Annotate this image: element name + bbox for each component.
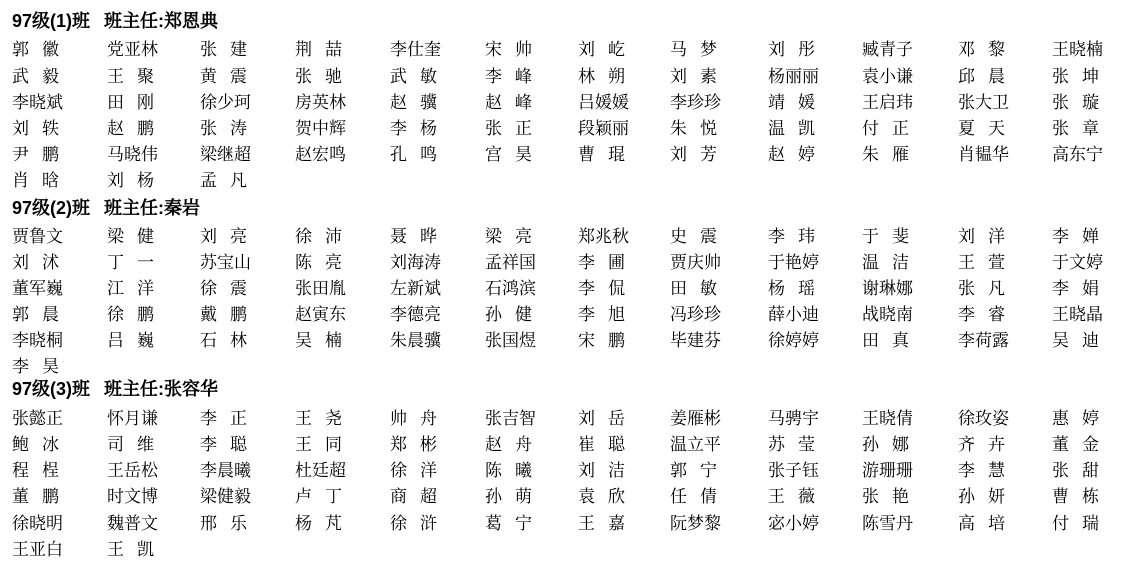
student-name: 宋鹏 bbox=[578, 331, 638, 351]
student-name: 赵舟 bbox=[485, 435, 545, 455]
student-name: 温凯 bbox=[768, 119, 828, 139]
name-row bbox=[0, 39, 1124, 63]
student-name: 王萱 bbox=[958, 253, 1018, 273]
student-name: 孙妍 bbox=[958, 487, 1018, 507]
student-name: 吴楠 bbox=[295, 331, 355, 351]
student-name: 任倩 bbox=[670, 487, 730, 507]
student-name: 石鸿滨 bbox=[485, 279, 536, 299]
student-name: 梁健 bbox=[107, 227, 167, 247]
student-name: 吕媛媛 bbox=[578, 93, 629, 113]
student-name: 朱晨骥 bbox=[390, 331, 441, 351]
student-name: 曹栋 bbox=[1052, 487, 1112, 507]
student-name: 苏莹 bbox=[768, 435, 828, 455]
student-name: 李圃 bbox=[578, 253, 638, 273]
student-name: 马骋宇 bbox=[768, 409, 819, 429]
student-name: 邓黎 bbox=[958, 40, 1018, 60]
student-name: 崔聪 bbox=[578, 435, 638, 455]
student-name: 肖韫华 bbox=[958, 145, 1009, 165]
teacher-label: 班主任:秦岩 bbox=[104, 198, 201, 218]
student-name: 赵峰 bbox=[485, 93, 545, 113]
section-heading bbox=[12, 10, 218, 32]
student-name: 肖晗 bbox=[12, 171, 72, 191]
student-name: 赵寅东 bbox=[295, 305, 346, 325]
name-row bbox=[0, 304, 1124, 328]
section-heading bbox=[12, 378, 218, 400]
student-name: 袁小谦 bbox=[862, 67, 913, 87]
student-name: 杨芃 bbox=[295, 514, 355, 534]
student-name: 张章 bbox=[1052, 119, 1112, 139]
student-name: 阮梦黎 bbox=[670, 514, 721, 534]
student-name: 帅舟 bbox=[390, 409, 450, 429]
student-name: 朱悦 bbox=[670, 119, 730, 139]
name-row bbox=[0, 144, 1124, 168]
student-name: 李晓斌 bbox=[12, 93, 63, 113]
student-name: 宫昊 bbox=[485, 145, 545, 165]
student-name: 张坤 bbox=[1052, 67, 1112, 87]
student-name: 刘亮 bbox=[200, 227, 260, 247]
student-name: 武敏 bbox=[390, 67, 450, 87]
name-row bbox=[0, 330, 1124, 354]
student-name: 郑彬 bbox=[390, 435, 450, 455]
student-name: 齐卉 bbox=[958, 435, 1018, 455]
student-name: 杨丽丽 bbox=[768, 67, 819, 87]
student-name: 江洋 bbox=[107, 279, 167, 299]
student-name: 刘洋 bbox=[958, 227, 1018, 247]
student-name: 郑兆秋 bbox=[578, 227, 629, 247]
student-name: 邱晨 bbox=[958, 67, 1018, 87]
name-row bbox=[0, 118, 1124, 142]
name-row bbox=[0, 226, 1124, 250]
student-name: 吕巍 bbox=[107, 331, 167, 351]
student-name: 武毅 bbox=[12, 67, 72, 87]
student-name: 邢乐 bbox=[200, 514, 260, 534]
student-name: 游珊珊 bbox=[862, 461, 913, 481]
student-name: 梁亮 bbox=[485, 227, 545, 247]
student-name: 马晓伟 bbox=[107, 145, 158, 165]
student-name: 王嘉 bbox=[578, 514, 638, 534]
student-name: 张大卫 bbox=[958, 93, 1009, 113]
student-name: 惠婷 bbox=[1052, 409, 1112, 429]
student-name: 李杨 bbox=[390, 119, 450, 139]
student-name: 党亚林 bbox=[107, 40, 158, 60]
student-name: 刘海涛 bbox=[390, 253, 441, 273]
student-name: 刘彤 bbox=[768, 40, 828, 60]
student-name: 李峰 bbox=[485, 67, 545, 87]
student-name: 于斐 bbox=[862, 227, 922, 247]
student-name: 刘屹 bbox=[578, 40, 638, 60]
student-name: 孙萌 bbox=[485, 487, 545, 507]
name-row bbox=[0, 356, 1124, 380]
student-name: 刘芳 bbox=[670, 145, 730, 165]
student-name: 王薇 bbox=[768, 487, 828, 507]
student-name: 葛宁 bbox=[485, 514, 545, 534]
student-name: 李旭 bbox=[578, 305, 638, 325]
student-name: 刘素 bbox=[670, 67, 730, 87]
name-row bbox=[0, 539, 1124, 563]
student-name: 靖媛 bbox=[768, 93, 828, 113]
name-row bbox=[0, 513, 1124, 537]
student-name: 陈雪丹 bbox=[862, 514, 913, 534]
student-name: 吴迪 bbox=[1052, 331, 1112, 351]
teacher-label: 班主任:郑恩典 bbox=[104, 11, 219, 31]
student-name: 司维 bbox=[107, 435, 167, 455]
student-name: 王岳松 bbox=[107, 461, 158, 481]
name-row bbox=[0, 434, 1124, 458]
student-name: 张艳 bbox=[862, 487, 922, 507]
name-row bbox=[0, 278, 1124, 302]
student-name: 李荷露 bbox=[958, 331, 1009, 351]
student-name: 徐洋 bbox=[390, 461, 450, 481]
student-name: 陈亮 bbox=[295, 253, 355, 273]
student-name: 王晓楠 bbox=[1052, 40, 1103, 60]
student-name: 李仕奎 bbox=[390, 40, 441, 60]
student-name: 薛小迪 bbox=[768, 305, 819, 325]
student-name: 于文婷 bbox=[1052, 253, 1103, 273]
student-name: 袁欣 bbox=[578, 487, 638, 507]
student-name: 战晓南 bbox=[862, 305, 913, 325]
name-row bbox=[0, 460, 1124, 484]
student-name: 徐鹏 bbox=[107, 305, 167, 325]
student-name: 孔鸣 bbox=[390, 145, 450, 165]
student-name: 高东宁 bbox=[1052, 145, 1103, 165]
student-name: 贾鲁文 bbox=[12, 227, 63, 247]
name-row bbox=[0, 66, 1124, 90]
class-label: 97级(3)班 bbox=[12, 379, 91, 399]
student-name: 李昊 bbox=[12, 357, 72, 377]
student-name: 聂晔 bbox=[390, 227, 450, 247]
student-name: 荆喆 bbox=[295, 40, 355, 60]
student-name: 王晓晶 bbox=[1052, 305, 1103, 325]
student-name: 王凯 bbox=[107, 540, 167, 560]
student-name: 田刚 bbox=[107, 93, 167, 113]
name-row bbox=[0, 170, 1124, 194]
student-name: 宋帅 bbox=[485, 40, 545, 60]
student-name: 孙娜 bbox=[862, 435, 922, 455]
student-name: 怀月谦 bbox=[107, 409, 158, 429]
student-name: 张子钰 bbox=[768, 461, 819, 481]
student-name: 王启玮 bbox=[862, 93, 913, 113]
student-name: 谢琳娜 bbox=[862, 279, 913, 299]
student-name: 田敏 bbox=[670, 279, 730, 299]
student-name: 苏宝山 bbox=[200, 253, 251, 273]
student-name: 魏普文 bbox=[107, 514, 158, 534]
student-name: 刘洁 bbox=[578, 461, 638, 481]
student-name: 于艳婷 bbox=[768, 253, 819, 273]
student-name: 王晓倩 bbox=[862, 409, 913, 429]
student-name: 贺中辉 bbox=[295, 119, 346, 139]
student-name: 郭宁 bbox=[670, 461, 730, 481]
student-name: 徐震 bbox=[200, 279, 260, 299]
student-name: 田真 bbox=[862, 331, 922, 351]
student-name: 张涛 bbox=[200, 119, 260, 139]
student-name: 张正 bbox=[485, 119, 545, 139]
student-name: 付正 bbox=[862, 119, 922, 139]
student-name: 张甜 bbox=[1052, 461, 1112, 481]
student-name: 张国煜 bbox=[485, 331, 536, 351]
student-name: 赵鹏 bbox=[107, 119, 167, 139]
student-name: 付瑞 bbox=[1052, 514, 1112, 534]
student-name: 夏天 bbox=[958, 119, 1018, 139]
student-name: 徐婷婷 bbox=[768, 331, 819, 351]
student-name: 刘轶 bbox=[12, 119, 72, 139]
student-name: 孟凡 bbox=[200, 171, 260, 191]
student-name: 石林 bbox=[200, 331, 260, 351]
student-name: 张吉智 bbox=[485, 409, 536, 429]
student-name: 温洁 bbox=[862, 253, 922, 273]
student-name: 左新斌 bbox=[390, 279, 441, 299]
student-name: 梁继超 bbox=[200, 145, 251, 165]
student-name: 杨瑶 bbox=[768, 279, 828, 299]
student-name: 徐少珂 bbox=[200, 93, 251, 113]
student-name: 赵宏鸣 bbox=[295, 145, 346, 165]
student-name: 戴鹏 bbox=[200, 305, 260, 325]
student-name: 时文博 bbox=[107, 487, 158, 507]
section-heading bbox=[12, 197, 200, 219]
student-name: 高培 bbox=[958, 514, 1018, 534]
student-name: 王同 bbox=[295, 435, 355, 455]
student-name: 李聪 bbox=[200, 435, 260, 455]
student-name: 宓小婷 bbox=[768, 514, 819, 534]
student-name: 徐沛 bbox=[295, 227, 355, 247]
student-name: 李晨曦 bbox=[200, 461, 251, 481]
student-name: 刘岳 bbox=[578, 409, 638, 429]
student-name: 李正 bbox=[200, 409, 260, 429]
student-name: 毕建芬 bbox=[670, 331, 721, 351]
name-row bbox=[0, 486, 1124, 510]
student-name: 史震 bbox=[670, 227, 730, 247]
student-name: 李德亮 bbox=[390, 305, 441, 325]
student-name: 冯珍珍 bbox=[670, 305, 721, 325]
student-name: 李晓桐 bbox=[12, 331, 63, 351]
teacher-label: 班主任:张容华 bbox=[104, 379, 219, 399]
student-name: 李睿 bbox=[958, 305, 1018, 325]
student-name: 房英林 bbox=[295, 93, 346, 113]
student-name: 刘杨 bbox=[107, 171, 167, 191]
student-name: 徐浒 bbox=[390, 514, 450, 534]
student-name: 程桯 bbox=[12, 461, 72, 481]
student-name: 王亚白 bbox=[12, 540, 63, 560]
student-name: 林朔 bbox=[578, 67, 638, 87]
student-name: 董军巍 bbox=[12, 279, 63, 299]
student-name: 张建 bbox=[200, 40, 260, 60]
class-label: 97级(1)班 bbox=[12, 11, 91, 31]
student-name: 李婵 bbox=[1052, 227, 1112, 247]
student-name: 赵骥 bbox=[390, 93, 450, 113]
student-name: 刘沭 bbox=[12, 253, 72, 273]
student-name: 曹琨 bbox=[578, 145, 638, 165]
student-name: 李侃 bbox=[578, 279, 638, 299]
student-name: 段颖丽 bbox=[578, 119, 629, 139]
student-name: 姜雁彬 bbox=[670, 409, 721, 429]
student-name: 徐玫姿 bbox=[958, 409, 1009, 429]
student-name: 张懿正 bbox=[12, 409, 63, 429]
student-name: 张驰 bbox=[295, 67, 355, 87]
student-name: 朱雁 bbox=[862, 145, 922, 165]
student-name: 徐晓明 bbox=[12, 514, 63, 534]
student-name: 董鹏 bbox=[12, 487, 72, 507]
student-name: 董金 bbox=[1052, 435, 1112, 455]
name-row bbox=[0, 252, 1124, 276]
student-name: 杜廷超 bbox=[295, 461, 346, 481]
student-name: 李珍珍 bbox=[670, 93, 721, 113]
name-row bbox=[0, 92, 1124, 116]
name-row bbox=[0, 408, 1124, 432]
student-name: 商超 bbox=[390, 487, 450, 507]
student-name: 梁健毅 bbox=[200, 487, 251, 507]
student-name: 黄震 bbox=[200, 67, 260, 87]
student-name: 温立平 bbox=[670, 435, 721, 455]
student-name: 王尧 bbox=[295, 409, 355, 429]
student-name: 孟祥国 bbox=[485, 253, 536, 273]
student-name: 张璇 bbox=[1052, 93, 1112, 113]
class-label: 97级(2)班 bbox=[12, 198, 91, 218]
student-name: 贾庆帅 bbox=[670, 253, 721, 273]
student-name: 鲍冰 bbox=[12, 435, 72, 455]
student-name: 王聚 bbox=[107, 67, 167, 87]
student-name: 张田胤 bbox=[295, 279, 346, 299]
student-name: 陈曦 bbox=[485, 461, 545, 481]
student-name: 马梦 bbox=[670, 40, 730, 60]
student-name: 尹鹏 bbox=[12, 145, 72, 165]
student-name: 赵婷 bbox=[768, 145, 828, 165]
student-name: 张凡 bbox=[958, 279, 1018, 299]
student-name: 李娟 bbox=[1052, 279, 1112, 299]
student-name: 孙健 bbox=[485, 305, 545, 325]
student-name: 李慧 bbox=[958, 461, 1018, 481]
student-name: 卢丁 bbox=[295, 487, 355, 507]
student-name: 李玮 bbox=[768, 227, 828, 247]
student-name: 郭徽 bbox=[12, 40, 72, 60]
student-name: 臧青子 bbox=[862, 40, 913, 60]
student-name: 丁一 bbox=[107, 253, 167, 273]
student-name: 郭晨 bbox=[12, 305, 72, 325]
